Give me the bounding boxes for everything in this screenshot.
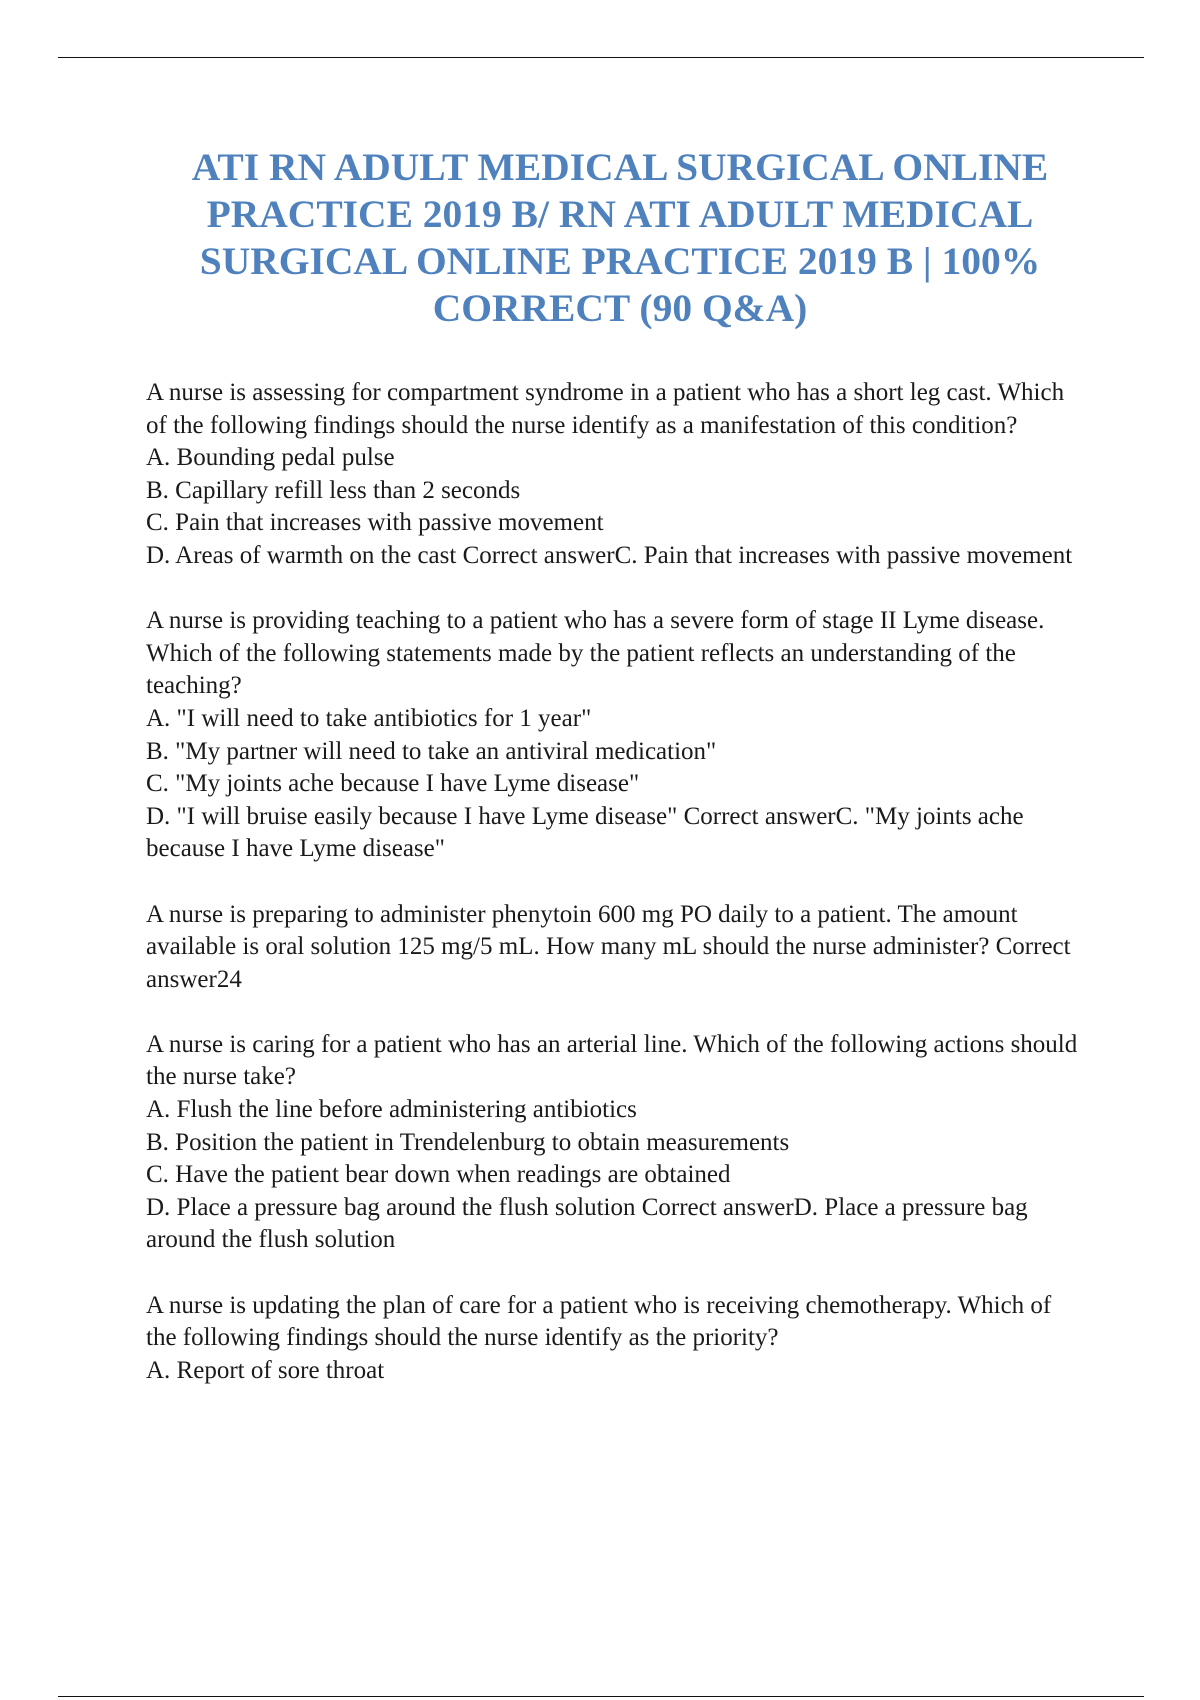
option-a: A. Flush the line before administering antibiotics — [146, 1096, 637, 1124]
question-stem: A nurse is preparing to administer phenytoin 600 mg PO daily to a patient. The amount available is oral solution 125 mg/5 mL. How many mL should the nurse administer? — [146, 900, 1018, 961]
option-a: A. Report of sore throat — [146, 1356, 385, 1384]
question-4 — [146, 1029, 1086, 1257]
document-title: ATI RN ADULT MEDICAL SURGICAL ONLINE PRACTICE 2019 B/ RN ATI ADULT MEDICAL SURGICAL ONLINE PRACTICE 2019 B | 100% CORRECT (90 Q&A) — [191, 145, 1049, 330]
option-c: C. Pain that increases with passive movement — [146, 509, 604, 537]
option-b: B. "My partner will need to take an antiviral medication" — [146, 737, 717, 765]
question-stem-with-answer — [146, 899, 1086, 997]
correct-answer-label: Correct answer — [683, 802, 836, 830]
correct-answer-label: Correct answer — [146, 933, 1071, 993]
question-stem: A nurse is updating the plan of care for a patient who is receiving chemotherapy. Which of the following findings should the nurse identify as the priority? — [146, 1291, 1052, 1352]
option-c: C. Have the patient bear down when readings are obtained — [146, 1161, 731, 1189]
question-stem: A nurse is assessing for compartment syndrome in a patient who has a short leg cast. Which of the following findings should the nurse identify as a manifestation of this condition? — [146, 379, 1065, 439]
option-d-with-answer — [146, 540, 1086, 573]
option-a: A. Bounding pedal pulse — [146, 444, 395, 472]
question-stem: A nurse is caring for a patient who has an arterial line. Which of the following actions should the nurse take? — [146, 1030, 1078, 1091]
bottom-rule — [58, 1696, 1144, 1697]
top-rule — [58, 57, 1144, 58]
question-5 — [146, 1290, 1086, 1388]
option-d: D. "I will bruise easily because I have Lyme disease" — [146, 802, 678, 830]
correct-answer-label: Correct answer — [641, 1193, 794, 1221]
correct-answer-value: C. Pain that increases with passive movement — [614, 541, 1073, 569]
question-1 — [146, 377, 1086, 573]
option-c: C. "My joints ache because I have Lyme disease" — [146, 770, 640, 798]
question-stem: A nurse is providing teaching to a patient who has a severe form of stage II Lyme disease. Which of the following statements made by the patient reflects an understanding of the teaching? — [146, 607, 1045, 700]
question-3 — [146, 899, 1086, 997]
correct-answer-value: D. Place a pressure bag around the flush solution — [146, 1193, 1028, 1254]
question-2 — [146, 605, 1086, 866]
option-d: D. Areas of warmth on the cast — [146, 541, 457, 569]
option-d: D. Place a pressure bag around the flush solution — [146, 1193, 636, 1221]
option-b: B. Position the patient in Trendelenburg to obtain measurements — [146, 1128, 790, 1156]
option-b: B. Capillary refill less than 2 seconds — [146, 476, 521, 504]
correct-answer-value: 24 — [216, 965, 242, 993]
correct-answer-value: C. "My joints ache because I have Lyme disease" — [146, 802, 1024, 863]
option-d-with-answer — [146, 801, 1086, 866]
document-body — [146, 377, 1086, 1420]
correct-answer-label: Correct answer — [462, 541, 615, 569]
option-d-with-answer — [146, 1192, 1086, 1257]
option-a: A. "I will need to take antibiotics for 1 year" — [146, 704, 592, 732]
